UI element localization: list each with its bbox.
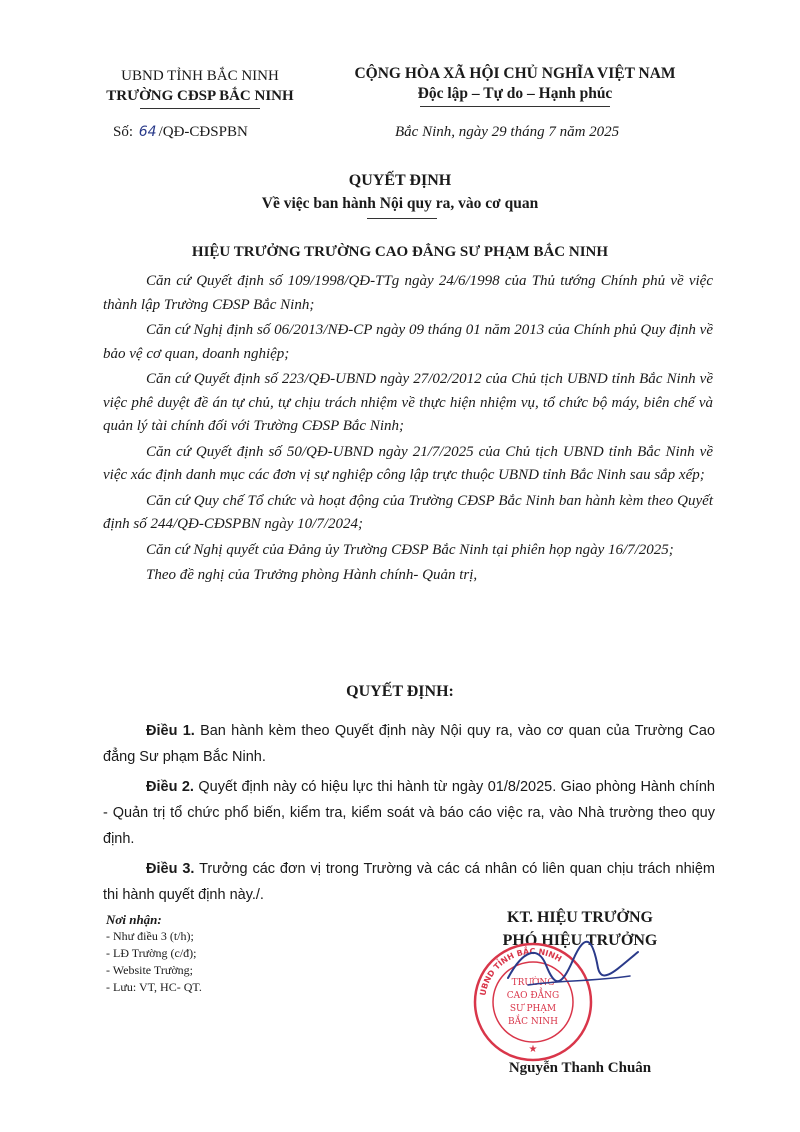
article-label: Điều 1. [146, 723, 195, 739]
basis-paragraph: Căn cứ Quyết định số 109/1998/QĐ-TTg ngày 24/6/1998 của Thủ tướng Chính phủ về việc thành lập Trường CĐSP Bắc Ninh; [103, 273, 713, 313]
basis-paragraph: Căn cứ Quyết định số 223/QĐ-UBND ngày 27/02/2012 của Chủ tịch UBND tỉnh Bắc Ninh về việc phê duyệt đề án tự chủ, tự chịu trách nhiệm về thực hiện nhiệm vụ, tổ chức bộ máy, biên chế và quản lý tài chính đối với Trường CĐSP Bắc Ninh; [103, 371, 713, 434]
basis-paragraph: Căn cứ Quyết định số 50/QĐ-UBND ngày 21/7/2025 của Chủ tịch UBND tỉnh Bắc Ninh về việc xác định danh mục các đơn vị sự nghiệp công lập trực thuộc UBND tỉnh Bắc Ninh sau sắp xếp; [103, 443, 713, 483]
recipient-item: - LĐ Trường (c/đ); [106, 946, 197, 960]
recipient-item: - Lưu: VT, HC- QT. [106, 980, 202, 994]
agency-line-1: UBND TỈNH BẮC NINH [121, 68, 279, 84]
article-text: Ban hành kèm theo Quyết định này Nội quy ra, vào cơ quan của Trường Cao đẳng Sư phạm Bắc Ninh. [103, 723, 716, 765]
legal-bases [103, 270, 713, 590]
signatory-line-1: KT. HIỆU TRƯỞNG [507, 909, 653, 926]
issuing-agency [80, 66, 320, 109]
article-3 [103, 856, 715, 908]
document-number [113, 124, 248, 141]
national-motto [330, 64, 700, 107]
recipient-item: - Website Trường; [106, 963, 194, 977]
document-title: QUYẾT ĐỊNH [348, 172, 452, 189]
motto-line-1: CỘNG HÒA XÃ HỘI CHỦ NGHĨA VIỆT NAM [354, 65, 676, 82]
agency-underline [140, 108, 260, 109]
subtitle-underline [367, 218, 437, 219]
agency-line-2: TRƯỜNG CĐSP BẮC NINH [106, 88, 294, 104]
article-label: Điều 2. [146, 779, 194, 795]
signatory-name: Nguyễn Thanh Chuân [508, 1060, 652, 1076]
article-text: Quyết định này có hiệu lực thi hành từ ngày 01/8/2025. Giao phòng Hành chính - Quản trị tổ chức phổ biến, kiểm tra, kiểm soát và báo cáo việc ra, vào Nhà trường theo quy định. [103, 779, 715, 847]
articles [103, 718, 715, 912]
signatory-line-2: PHÓ HIỆU TRƯỞNG [502, 932, 658, 949]
svg-text:BẮC NINH: BẮC NINH [507, 1017, 559, 1027]
svg-text:CAO ĐẲNG: CAO ĐẲNG [506, 991, 560, 1001]
basis-paragraph: Căn cứ Nghị định số 06/2013/NĐ-CP ngày 09 tháng 01 năm 2013 của Chính phủ Quy định về bảo vệ cơ quan, doanh nghiệp; [103, 322, 713, 362]
handwritten-signature [498, 930, 648, 1000]
svg-text:SƯ PHẠM: SƯ PHẠM [509, 1004, 557, 1014]
document-subtitle: Về việc ban hành Nội quy ra, vào cơ quan [261, 195, 539, 212]
place-date: Bắc Ninh, ngày 29 tháng 7 năm 2025 [395, 124, 620, 140]
motto-line-2: Độc lập – Tự do – Hạnh phúc [417, 85, 613, 102]
article-1 [103, 718, 715, 770]
basis-paragraph: Căn cứ Nghị quyết của Đảng ủy Trường CĐSP Bắc Ninh tại phiên họp ngày 16/7/2025; [146, 541, 674, 558]
basis-paragraph: Căn cứ Quy chế Tổ chức và hoạt động của Trường CĐSP Bắc Ninh ban hành kèm theo Quyết định số 244/QĐ-CĐSPBN ngày 10/7/2024; [103, 492, 713, 532]
svg-text:TRƯỜNG: TRƯỜNG [511, 978, 555, 988]
motto-underline [420, 106, 610, 107]
article-label: Điều 3. [146, 861, 195, 877]
so-label: Số: [113, 124, 134, 140]
recipients-heading: Nơi nhận: [106, 912, 162, 927]
svg-text:UBND TỈNH BẮC NINH: UBND TỈNH BẮC NINH [478, 946, 564, 997]
issuing-authority: HIỆU TRƯỞNG TRƯỜNG CAO ĐẲNG SƯ PHẠM BẮC NINH [191, 244, 609, 260]
decision-heading: QUYẾT ĐỊNH: [346, 683, 454, 700]
svg-text:★: ★ [528, 1044, 538, 1055]
so-suffix: /QĐ-CĐSPBN [158, 124, 248, 140]
recipient-item: - Như điều 3 (t/h); [106, 929, 194, 943]
recipients-block [106, 911, 202, 996]
so-number: 64 [138, 124, 157, 140]
proposal-paragraph: Theo đề nghị của Trưởng phòng Hành chính- Quản trị, [146, 567, 478, 583]
article-text: Trưởng các đơn vị trong Trường và các cá nhân có liên quan chịu trách nhiệm thi hành quyết định này./. [103, 861, 715, 903]
article-2 [103, 774, 715, 852]
